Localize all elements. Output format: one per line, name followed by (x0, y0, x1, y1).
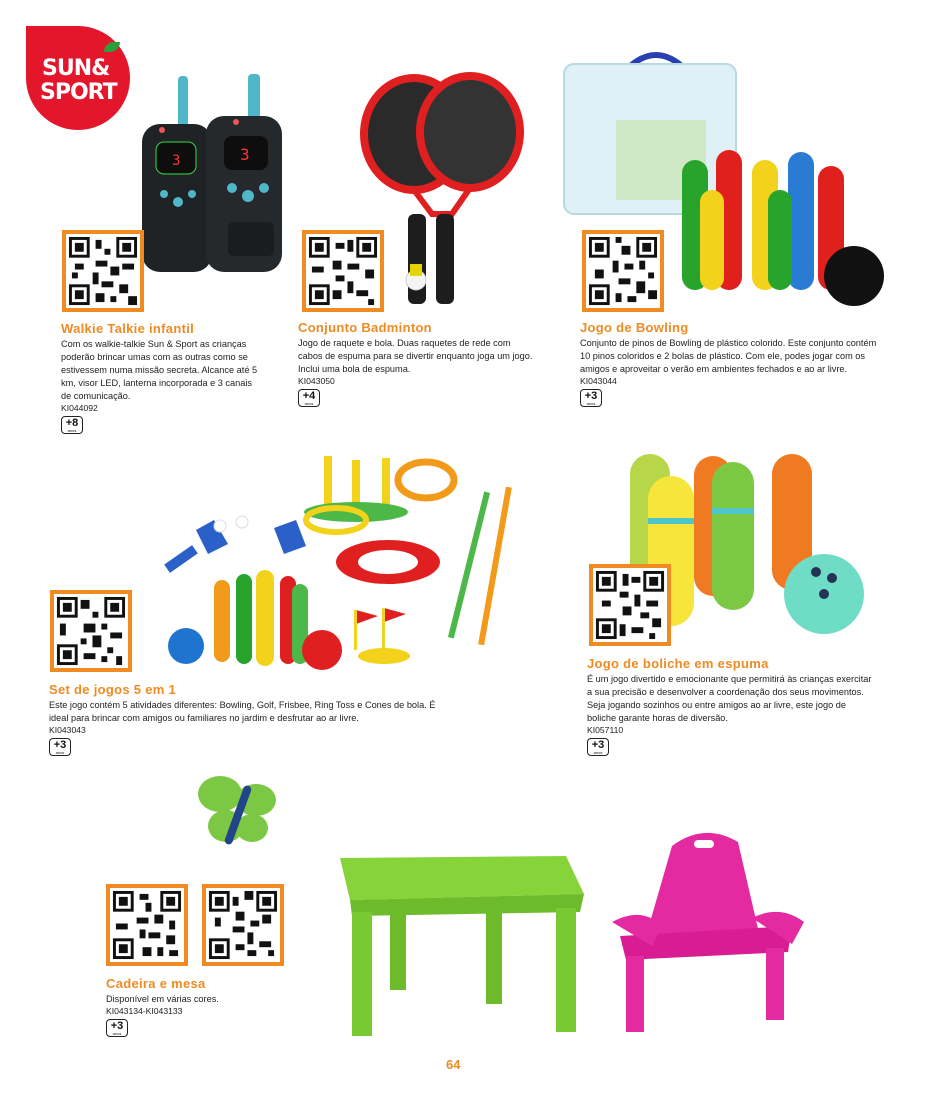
product-code: KI043050 (298, 376, 335, 386)
product-bowling (580, 320, 880, 407)
qr-code-icon (306, 234, 380, 308)
age-unit: anos (586, 401, 596, 406)
age-unit: anos (112, 1031, 122, 1036)
games-set-image (156, 450, 516, 680)
product-code: KI043043 (49, 725, 86, 735)
product-description: Conjunto de pinos de Bowling de plástico colorido. Este conjunto contém 10 pinos coloridos e 2 bolas de plástico. Com ele, podes jogar com os amigos e aproveitar o verão em ambientes fechados e ao ar livre. (580, 338, 877, 374)
qr-code-badminton[interactable] (302, 230, 384, 312)
svg-text:3: 3 (172, 153, 181, 169)
qr-code-table[interactable] (202, 884, 284, 966)
age-unit: anos (67, 428, 77, 433)
brand-logo (26, 26, 130, 130)
product-code: KI043134-KI043133 (106, 1006, 183, 1016)
product-title: Conjunto Badminton (298, 320, 432, 335)
age-badge (106, 1019, 128, 1037)
age-value: +3 (584, 390, 598, 402)
table-image (330, 842, 590, 1038)
qr-code-chair[interactable] (106, 884, 188, 966)
product-title: Walkie Talkie infantil (61, 321, 195, 336)
product-code: KI057110 (587, 725, 624, 735)
butterfly-image (196, 766, 280, 850)
product-games-set (49, 682, 449, 756)
age-badge (61, 416, 83, 434)
age-value: +3 (53, 739, 67, 751)
qr-code-icon (593, 568, 667, 642)
age-badge (49, 738, 71, 756)
svg-text:3: 3 (240, 145, 250, 164)
logo-text-line2: SPORT (40, 80, 117, 105)
product-description: Com os walkie-talkie Sun & Sport as crianças poderão brincar umas com as outras como se estivessem numa missão secreta. Alcance até 5 km, visor LED, lanterna incorporada e 3 canais de comunicação. (61, 339, 258, 401)
product-title: Jogo de boliche em espuma (587, 656, 769, 671)
qr-code-games-set[interactable] (50, 590, 132, 672)
qr-code-icon (110, 888, 184, 962)
age-value: +4 (302, 390, 316, 402)
product-description: É um jogo divertido e emocionante que permitirá às crianças exercitar a sua precisão e desenvolver a coordenação dos seus movimentos. Seja jogando sozinhos ou entre amigos ao ar livre, este jogo de boliche garante horas de diversão. (587, 674, 872, 723)
logo-text-line1: SUN& (42, 56, 110, 81)
age-unit: anos (55, 750, 65, 755)
qr-code-walkie-talkie[interactable] (62, 230, 144, 312)
product-code: KI043044 (580, 376, 617, 386)
product-title: Jogo de Bowling (580, 320, 689, 335)
age-unit: anos (593, 750, 603, 755)
age-badge (298, 389, 320, 407)
walkie-talkie-image (136, 72, 296, 272)
age-value: +8 (65, 417, 79, 429)
qr-code-icon (54, 594, 128, 668)
page-number: 64 (446, 1057, 461, 1072)
age-value: +3 (110, 1020, 124, 1032)
age-value: +3 (591, 739, 605, 751)
product-title: Set de jogos 5 em 1 (49, 682, 177, 697)
product-code: KI044092 (61, 403, 98, 413)
product-description: Jogo de raquete e bola. Duas raquetes de rede com cabos de espuma para se divertir enquanto joga um jogo. Inclui uma bola de espuma. (298, 338, 533, 374)
age-unit: anos (304, 401, 314, 406)
qr-code-bowling[interactable] (582, 230, 664, 312)
age-badge (587, 738, 609, 756)
product-walkie-talkie (61, 321, 261, 434)
product-foam-bowling (587, 656, 877, 756)
product-chair-table (106, 976, 306, 1037)
product-description: Este jogo contém 5 atividades diferentes: Bowling, Golf, Frisbee, Ring Toss e Cones de bola. É ideal para brincar com amigos ou familiares no jardim e desfrutar ao ar livre. (49, 700, 436, 723)
age-badge (580, 389, 602, 407)
leaf-icon (104, 42, 120, 52)
product-title: Cadeira e mesa (106, 976, 206, 991)
qr-code-icon (586, 234, 660, 308)
chair-image (612, 826, 808, 1032)
qr-code-icon (206, 888, 280, 962)
product-description: Disponível em várias cores. (106, 994, 219, 1004)
product-badminton (298, 320, 534, 407)
qr-code-foam-bowling[interactable] (589, 564, 671, 646)
qr-code-icon (66, 234, 140, 308)
